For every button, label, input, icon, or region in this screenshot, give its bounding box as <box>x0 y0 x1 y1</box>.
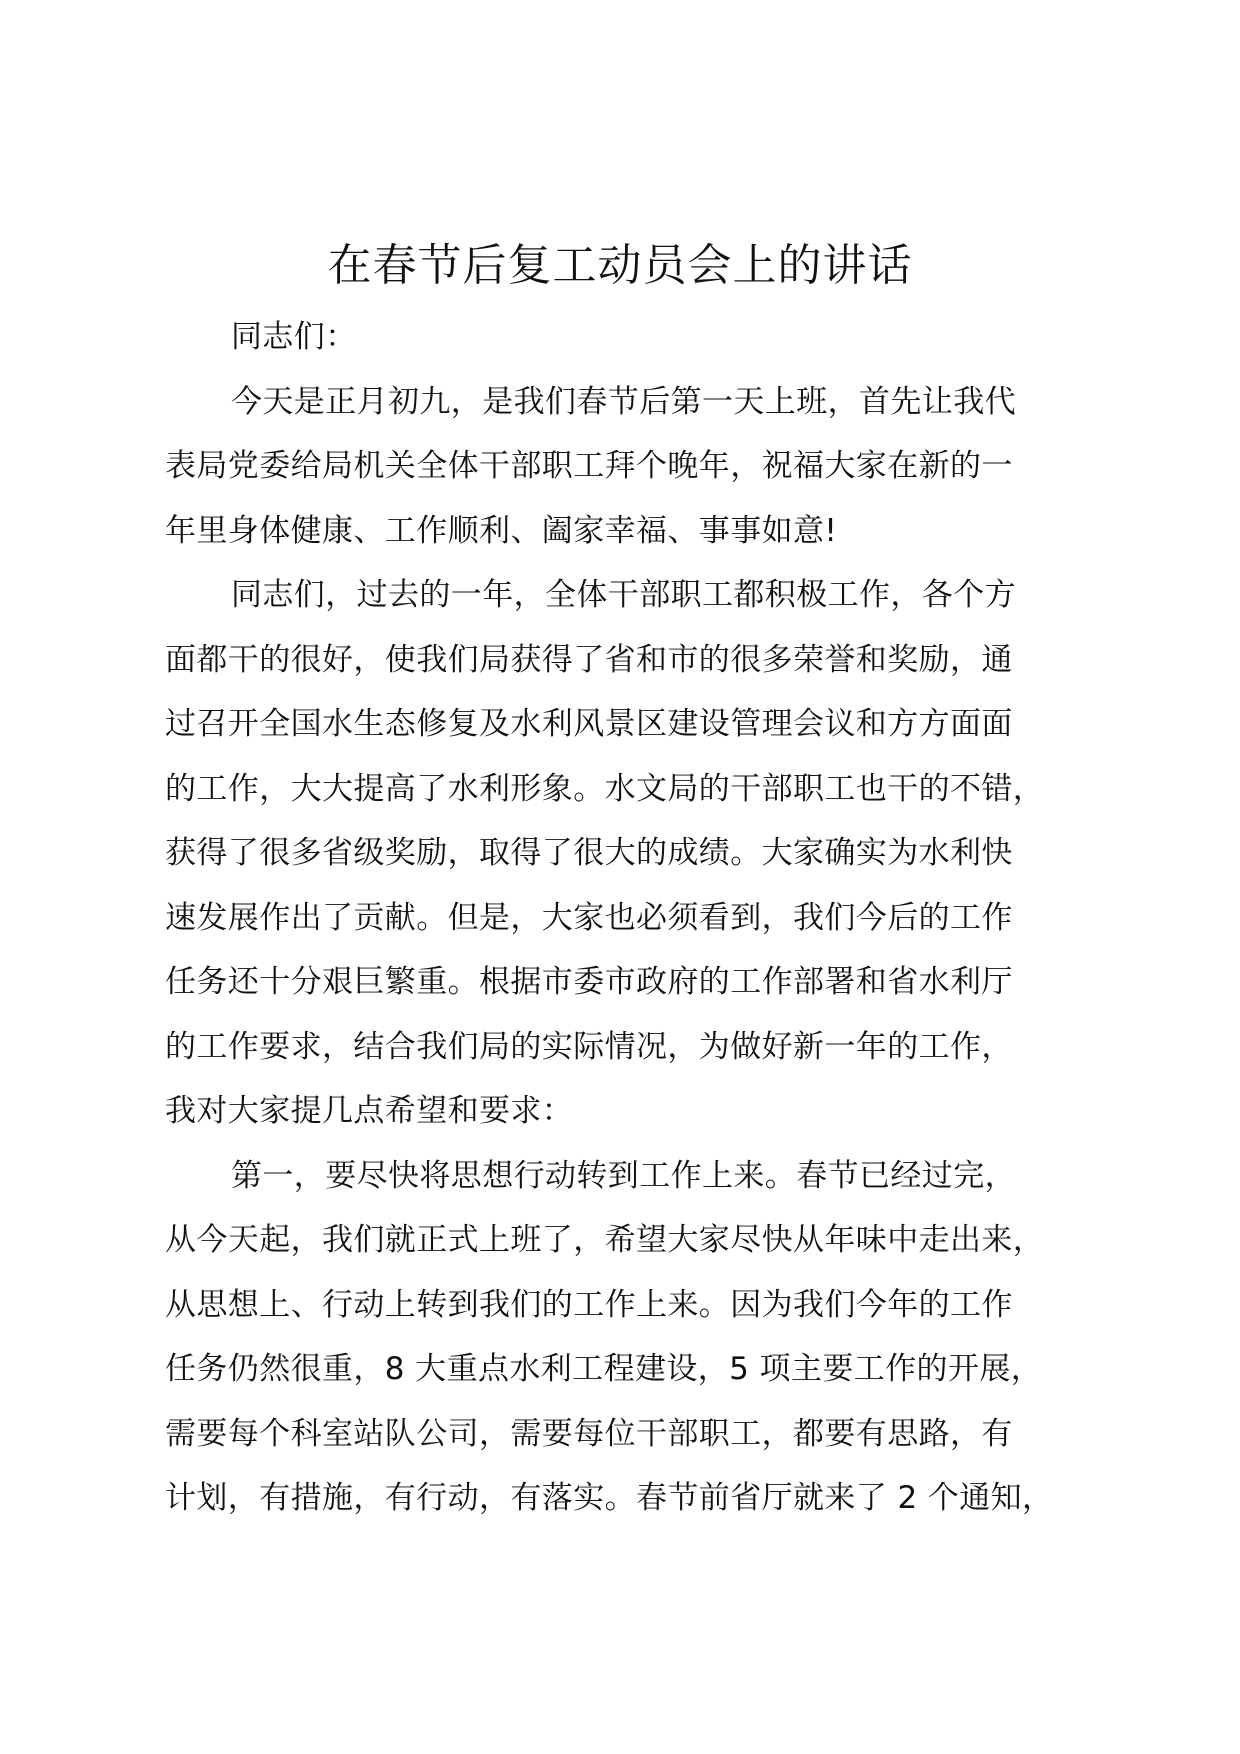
body-line: 同志们： <box>231 319 357 355</box>
body-line: 过召开全国水生态修复及水利风景区建设管理会议和方方面面 <box>165 706 1013 742</box>
body-line: 从思想上、行动上转到我们的工作上来。因为我们今年的工作 <box>165 1286 1013 1323</box>
body-line: 的工作，大大提高了水利形象。水文局的干部职工也干的不错， <box>165 770 1045 807</box>
body-line: 今天是正月初九，是我们春节后第一天上班，首先让我代 <box>231 383 1016 420</box>
body-line: 表局党委给局机关全体干部职工拜个晚年，祝福大家在新的一 <box>165 448 1013 484</box>
body-line: 速发展作出了贡献。但是，大家也必须看到，我们今后的工作 <box>165 899 1013 936</box>
body-line: 需要每个科室站队公司，需要每位干部职工，都要有思路，有 <box>165 1415 1013 1452</box>
document-body <box>165 305 1125 1531</box>
body-line: 同志们，过去的一年，全体干部职工都积极工作，各个方 <box>231 577 1016 613</box>
body-line: 任务还十分艰巨繁重。根据市委市政府的工作部署和省水利厅 <box>165 964 1013 1000</box>
body-line: 第一，要尽快将思想行动转到工作上来。春节已经过完， <box>231 1157 1016 1194</box>
body-line: 面都干的很好，使我们局获得了省和市的很多荣誉和奖励，通 <box>165 641 1013 678</box>
document-title: 在春节后复工动员会上的讲话 <box>327 240 913 291</box>
body-line: 我对大家提几点希望和要求： <box>165 1093 574 1129</box>
body-line: 从今天起，我们就正式上班了，希望大家尽快从年味中走出来， <box>165 1222 1045 1258</box>
body-line: 的工作要求，结合我们局的实际情况，为做好新一年的工作， <box>165 1028 1013 1065</box>
body-line: 获得了很多省级奖励，取得了很大的成绩。大家确实为水利快 <box>165 835 1013 871</box>
body-line: 计划，有措施，有行动，有落实。春节前省厅就来了 2 个通知， <box>165 1480 1054 1516</box>
body-line: 年里身体健康、工作顺利、阖家幸福、事事如意! <box>165 512 838 549</box>
body-line: 任务仍然很重，8 大重点水利工程建设，5 项主要工作的开展， <box>165 1351 1043 1387</box>
